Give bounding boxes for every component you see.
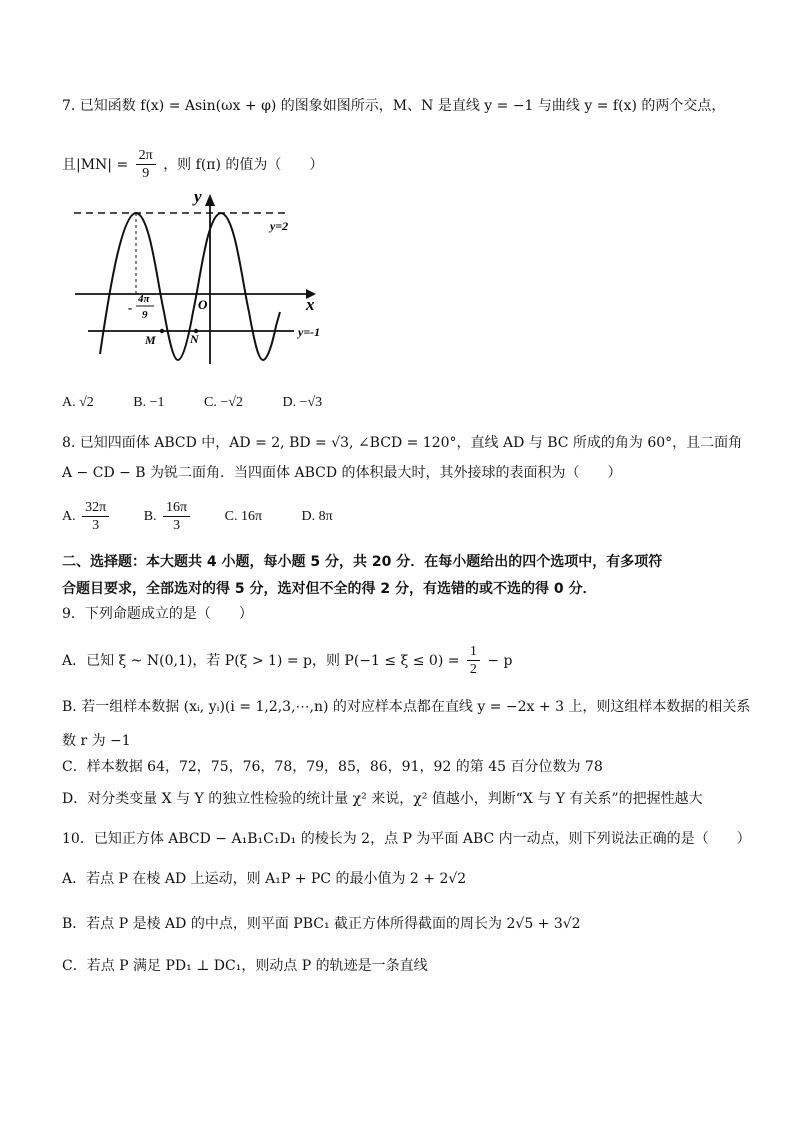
q8-option-c-letter: C. — [224, 509, 238, 525]
q9-option-a-num: 1 — [467, 644, 480, 661]
q7-frac-num: 2π — [136, 148, 156, 165]
q8-option-b-letter: B. — [143, 509, 157, 525]
q7-graph — [70, 186, 330, 376]
q7-option-c: C. −√2 — [204, 395, 243, 410]
q8-option-d-text: 8π — [318, 509, 333, 525]
q9-option-a-den: 2 — [469, 662, 477, 678]
q7-stem-prefix: 且|MN| = — [62, 156, 129, 173]
q8-option-c-text: 16π — [240, 509, 263, 525]
section2-heading-line2: 合题目要求，全部选对的得 5 分，选对但不全的得 2 分，有选错的或不选的得 0 分． — [62, 581, 597, 597]
q10-option-c: C．若点 P 满足 PD₁ ⊥ DC₁，则动点 P 的轨迹是一条直线 — [62, 958, 428, 974]
q10-stem: 10．已知正方体 ABCD − A₁B₁C₁D₁ 的棱长为 2，点 P 为平面 ABC 内一动点，则下列说法正确的是（ ） — [62, 831, 751, 847]
q9-option-a-suffix: − p — [487, 652, 513, 669]
q8-option-b — [144, 500, 193, 534]
q8-stem-line2: A − CD − B 为锐二面角．当四面体 ABCD 的体积最大时，其外接球的表面积为（ ） — [62, 465, 622, 481]
q8-option-a — [62, 500, 112, 534]
q7-label-m: M — [145, 333, 156, 347]
q7-y-arrow — [205, 194, 215, 206]
q8-option-b-num: 16π — [163, 500, 190, 517]
q9-option-a-prefix: A．已知 ξ ~ N(0,1)，若 P(ξ > 1) = p，则 P(−1 ≤ ξ ≤ 0) = — [62, 652, 460, 669]
q7-label-y2: y=2 — [270, 219, 289, 233]
q7-options — [62, 393, 358, 413]
q7-origin-label: O — [198, 297, 208, 312]
q9-option-c: C．样本数据 64，72，75，76，78，79，85，86，91，92 的第 45 百分位数为 78 — [62, 759, 603, 775]
q8-option-c — [225, 500, 262, 534]
q8-option-a-num: 32π — [82, 500, 109, 517]
q8-option-a-letter: A. — [62, 509, 76, 525]
q7-mn-fraction — [136, 148, 156, 182]
q7-x-label: x — [306, 295, 315, 314]
q10-option-a: A．若点 P 在棱 AD 上运动，则 A₁P + PC 的最小值为 2 + 2√2 — [62, 871, 467, 887]
q8-stem-line1: 8. 已知四面体 ABCD 中，AD = 2, BD = √3, ∠BCD = 120°，直线 AD 与 BC 所成的角为 60°，且二面角 — [62, 435, 743, 451]
q7-option-a: A. √2 — [62, 395, 94, 410]
section2-heading-line1: 二、选择题：本大题共 4 小题，每小题 5 分，共 20 分．在每小题给出的四个选项中，有多项符 — [62, 554, 663, 570]
q7-frac-den: 9 — [142, 166, 150, 182]
q8-option-a-fraction — [82, 500, 109, 534]
q7-tick-den: 9 — [142, 309, 148, 321]
q7-tick-minus: - — [128, 300, 133, 315]
q7-tick-num: 4π — [138, 293, 150, 305]
q9-option-b-line1: B. 若一组样本数据 (xᵢ, yᵢ)(i = 1,2,3,⋯,n) 的对应样本点都在直线 y = −2x + 3 上，则这组样本数据的相关系 — [62, 699, 751, 715]
q9-option-a-fraction — [467, 644, 480, 678]
q7-label-ym1: y=-1 — [298, 325, 321, 339]
q8-option-d — [302, 500, 333, 534]
q8-option-b-fraction — [163, 500, 190, 534]
q9-option-a — [62, 644, 513, 678]
q7-option-b: B. −1 — [133, 395, 165, 410]
q7-y-label: y — [194, 187, 202, 206]
q7-stem-line2 — [62, 148, 323, 182]
q8-option-a-den: 3 — [92, 518, 100, 534]
q10-option-b: B．若点 P 是棱 AD 的中点，则平面 PBC₁ 截正方体所得截面的周长为 2√5 + 3√2 — [62, 916, 581, 932]
q8-option-d-letter: D. — [301, 509, 316, 525]
q8-options — [62, 500, 369, 534]
q7-label-n: N — [190, 332, 199, 346]
q9-option-b-line2: 数 r 为 −1 — [62, 733, 131, 749]
q9-option-d: D．对分类变量 X 与 Y 的独立性检验的统计量 χ² 来说，χ² 值越小，判断“X 与 Y 有关系”的把握性越大 — [62, 791, 703, 807]
q7-point-m — [160, 329, 164, 333]
q7-stem-suffix: ，则 f(π) 的值为（ ） — [163, 156, 324, 173]
q8-option-b-den: 3 — [173, 518, 181, 534]
q7-option-d: D. −√3 — [282, 395, 323, 410]
q7-stem-line1: 7. 已知函数 f(x) = Asin(ωx + φ) 的图象如图所示，M、N 是直线 y = −1 与曲线 y = f(x) 的两个交点， — [62, 98, 726, 114]
q9-stem: 9．下列命题成立的是（ ） — [62, 606, 253, 622]
